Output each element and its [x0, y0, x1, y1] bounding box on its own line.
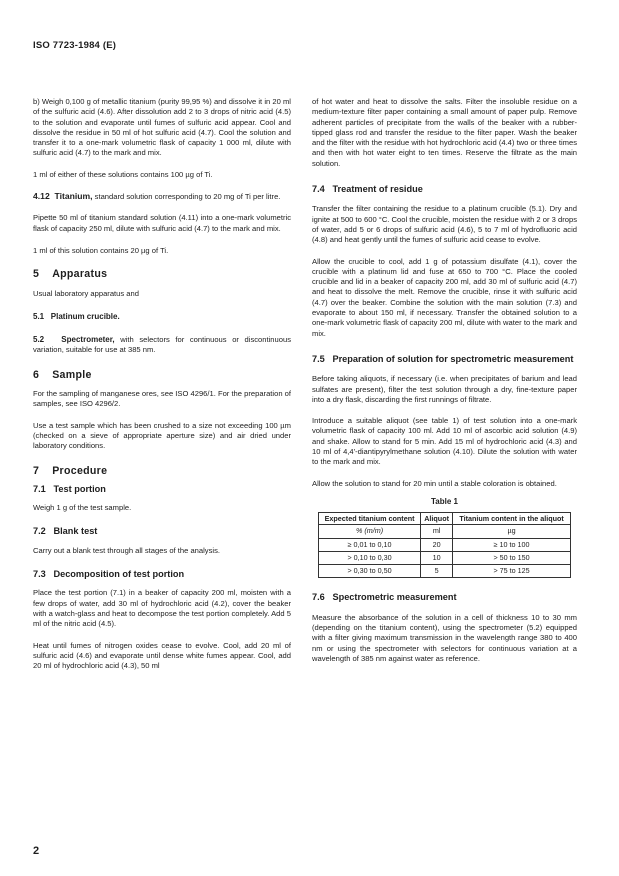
table-row: [319, 565, 571, 578]
section-7-1: [33, 484, 291, 494]
section-7-2: [33, 526, 291, 536]
section-6-heading: [33, 370, 291, 380]
paragraph-before: Before taking aliquots, if necessary (i.e. when precipitates of barium and lead sulfates are present), filter the test solution through a dry, fine-texture paper into a dry flask, discarding the first runnings of filtrate.: [312, 374, 577, 404]
section-7-heading: [33, 466, 291, 476]
paragraph-measure: Measure the absorbance of the solution in a cell of thickness 10 to 30 mm (depending on the titanium content), using the spectrometer (5.2) equipped with a filter giving maximum transmission in the wavelength range 380 to 400 nm or using the spectrometer with selectors for continuous variation at a wavelength of 385 nm against water as reference.: [312, 612, 577, 663]
section-title: Apparatus: [52, 268, 108, 281]
table-cell: 20: [421, 538, 453, 551]
table-cell: 5: [421, 565, 453, 578]
table-unit-expected: % (m/m): [319, 525, 421, 538]
section-title: Platinum crucible.: [50, 311, 120, 321]
section-7-4: [312, 184, 577, 194]
section-title: Spectrometer,: [61, 335, 115, 345]
section-number: 4.12: [33, 191, 50, 202]
table-unit-titanium: µg: [453, 525, 571, 538]
section-number: 7.5: [312, 353, 325, 364]
section-title: Blank test: [53, 526, 98, 537]
table-cell: > 0,30 to 0,50: [319, 565, 421, 578]
table-cell: 10: [421, 551, 453, 564]
table-unit-aliquot: ml: [421, 525, 453, 538]
section-title: Treatment of residue: [332, 184, 423, 195]
table-header-titanium: Titanium content in the aliquot: [453, 513, 571, 525]
section-number: 7.2: [33, 526, 46, 537]
section-7-5: [312, 354, 577, 364]
paragraph-heat: Heat until fumes of nitrogen oxides cease to evolve. Cool, add 20 ml of sulfuric acid (4.6) and evaporate until dense white fumes appear. Cool, add 20 ml of hydrochloric acid (4.3), 50 ml: [33, 640, 291, 671]
paragraph-either: 1 ml of either of these solutions contains 100 µg of Ti.: [33, 169, 213, 179]
table-header-aliquot: Aliquot: [421, 513, 453, 525]
paragraph-introduce: Introduce a suitable aliquot (see table 1) of test solution into a one-mark volumetric flask of capacity 100 ml. Add 10 ml of ascorbic acid solution (4.9) and shake. Allow to stand for 5 min. Add 15 ml of hydrochloric acid (4.3) and 10 ml of 4,4'-diantipyrylmethane solution (4.10). Dilute the solution with water to the mark and mix.: [312, 416, 577, 467]
section-7-3: [33, 569, 291, 579]
paragraph-transfer: Transfer the filter containing the residue to a platinum crucible (5.1). Dry and ignite at 500 to 600 °C. Cool the crucible, moisten the residue with 2 or 3 drops of water, add 5 or 6 drops of sulfuric acid (4.6), 5 to 7 ml of hydrofluoric acid (4.8) and heat gently until the fumes of sulfuric acid cease to evolve.: [312, 204, 577, 245]
paragraph-stand: Allow the solution to stand for 20 min until a stable coloration is obtained.: [312, 478, 557, 488]
section-text: with selectors for continuous or discontinuous variation, suitable for use at 385 nm.: [33, 335, 291, 355]
paragraph-sampling: For the sampling of manganese ores, see ISO 4296/1. For the preparation of samples, see ISO 4296/2.: [33, 389, 291, 409]
section-4-12: [33, 191, 291, 202]
section-title: Test portion: [53, 483, 106, 494]
paragraph-place: Place the test portion (7.1) in a beaker of capacity 200 ml, moisten with a few drops of water, add 30 ml of hydrochloric acid (4.2), cover the beaker with a watch-glass and heat to decompose the test portion completely. Add 5 ml of the nitric acid (4.5).: [33, 588, 291, 629]
section-number: 5: [33, 268, 40, 281]
section-title: Decomposition of test portion: [53, 569, 185, 580]
section-5-2: [33, 335, 291, 356]
page-header: ISO 7723-1984 (E): [33, 40, 117, 51]
paragraph-allow: Allow the crucible to cool, add 1 g of potassium disulfate (4.1), cover the crucible with a platinum lid and fuse at 650 to 700 °C. Place the cooled crucible and lid in a beaker of capacity 200 ml, add 30 ml of sulfuric acid (4.7) and heat to dissolve the melt. Remove the crucible, rinse it with sulfuric acid (4.7) over the beaker. Combine the solution with the main solution (7.3) and evaporate to about 150 ml, if necessary. Transfer the obtained solution to a one-mark volumetric flask of capacity 200 ml, dilute with water to the mark and mix.: [312, 256, 577, 338]
section-number: 7.6: [312, 592, 325, 603]
section-number: 7.4: [312, 184, 325, 195]
table-cell: ≥ 0,01 to 0,10: [319, 538, 421, 551]
section-number: 7.3: [33, 569, 46, 580]
paragraph-weigh: Weigh 1 g of the test sample.: [33, 503, 132, 513]
table-cell: > 75 to 125: [453, 565, 571, 578]
table-title: Table 1: [431, 496, 458, 506]
section-title: Spectrometric measurement: [332, 592, 457, 603]
paragraph-20ug: 1 ml of this solution contains 20 µg of Ti.: [33, 245, 169, 255]
section-number: 7: [33, 464, 40, 477]
table-cell: > 0,10 to 0,30: [319, 551, 421, 564]
paragraph-b: b) Weigh 0,100 g of metallic titanium (purity 99,95 %) and dissolve it in 20 ml of the sulfuric acid (4.6). After dissolution add 2 to 3 drops of nitric acid (4.5) to the solution and evaporate until fumes of sulfuric acid appear. Cool and dissolve the residue in 50 ml of hot sulfuric acid (4.7). Cool the solution and transfer it to a one-mark volumetric flask of capacity 1 000 ml, dilute with sulfuric acid (4.7) to the mark and mix.: [33, 97, 291, 158]
section-title: Sample: [52, 368, 92, 381]
paragraph-use: Use a test sample which has been crushed to a size not exceeding 100 µm (checked on a sieve of appropriate aperture size) and air dried under laboratory conditions.: [33, 420, 291, 451]
section-text: standard solution corresponding to 20 mg of Ti per litre.: [92, 192, 281, 202]
paragraph-blank: Carry out a blank test through all stages of the analysis.: [33, 545, 220, 555]
paragraph-usual: Usual laboratory apparatus and: [33, 288, 139, 298]
section-7-6: [312, 592, 577, 602]
section-number: 5.2: [33, 335, 45, 345]
section-title: Preparation of solution for spectrometric measurement: [332, 353, 574, 364]
table-1: [318, 512, 571, 578]
section-title: Procedure: [52, 464, 108, 477]
table-header-expected: Expected titanium content: [319, 513, 421, 525]
section-title: Titanium,: [54, 191, 93, 202]
section-number: 5.1: [33, 311, 45, 321]
section-5-1: [33, 312, 291, 322]
table-row: [319, 538, 571, 551]
table-cell: > 50 to 150: [453, 551, 571, 564]
table-row: [319, 551, 571, 564]
table-cell: ≥ 10 to 100: [453, 538, 571, 551]
page-number: 2: [33, 845, 40, 857]
section-number: 6: [33, 368, 40, 381]
right-column: [312, 97, 577, 664]
section-number: 7.1: [33, 483, 46, 494]
left-column: [33, 97, 291, 671]
paragraph-pipette: Pipette 50 ml of titanium standard solution (4.11) into a one-mark volumetric flask of capacity 250 ml, dilute with sulfuric acid (4.7) to the mark and mix.: [33, 213, 291, 233]
paragraph-continuation: of hot water and heat to dissolve the salts. Filter the insoluble residue on a medium-texture filter paper containing a small amount of paper pulp. Remove adherent particles of precipitate from the walls of the beaker with a rubber-tipped glass rod and transfer the residue to the filter paper. Wash the beaker and the filter with the residue with hot hydrochloric acid (4.4) two or three times and then with hot water eight to ten times. Reserve the filtrate as the main solution.: [312, 97, 577, 168]
section-5-heading: [33, 269, 291, 279]
